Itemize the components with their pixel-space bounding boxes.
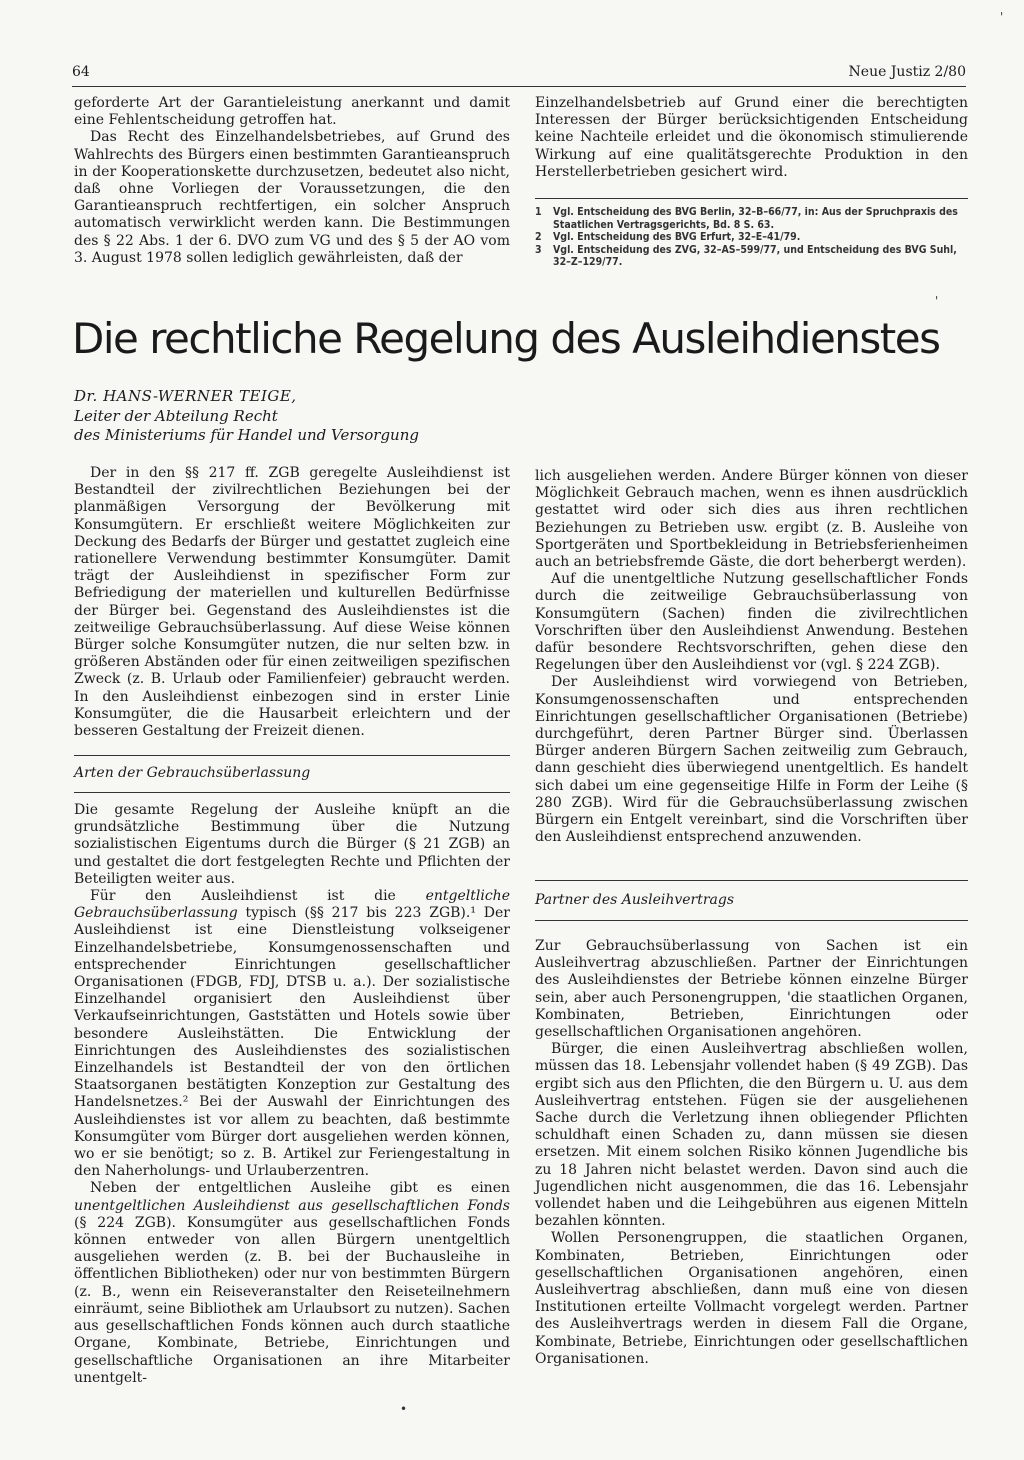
previous-article-right-column bbox=[535, 95, 968, 181]
footnote bbox=[535, 231, 968, 244]
article-right-column bbox=[535, 468, 968, 846]
paragraph: Auf die unentgeltliche Nutzung gesellschaftlicher Fonds durch die zeitweilige Gebrauchsüberlassung von Konsumgütern (Sachen) finden die zivilrechtlichen Vorschriften über den Ausleihdienst Anwendung. Bestehen dafür besondere Rechtsvorschriften, gehen diese den Regelungen über den Ausleihdienst vor (vgl. § 224 ZGB). bbox=[535, 571, 968, 674]
author-name: Dr. HANS-WERNER TEIGE, bbox=[74, 387, 297, 405]
author-ministry: des Ministeriums für Handel und Versorgung bbox=[74, 426, 419, 444]
margin-mark: ' bbox=[935, 294, 939, 308]
previous-article-left-column bbox=[74, 95, 510, 267]
section-rule bbox=[535, 920, 968, 921]
header-rule bbox=[72, 86, 966, 87]
paragraph: Der Ausleihdienst wird vorwiegend von Betrieben, Konsumgenossenschaften und entsprechenden Einrichtungen gesellschaftlicher Organisationen (Betriebe) durchgeführt, deren Partner Bürger sind. Überlassen Bürger anderen Bürgern Sachen zeitweilig zum Gebrauch, dann geschieht dies überwiegend unentgeltlich. Es handelt sich dabei um eine gegenseitige Hilfe in Form der Leihe (§ 280 ZGB). Wird für die Gebrauchsüberlassung zwischen Bürgern ein Entgelt vereinbart, sind die Vorschriften über den Ausleihdienst entsprechend anzuwenden. bbox=[535, 674, 968, 846]
footnote bbox=[535, 244, 968, 269]
text-run: Für den Ausleihdienst ist die bbox=[90, 888, 426, 905]
footnote-number: 3 bbox=[535, 243, 542, 256]
section-rule bbox=[535, 880, 968, 881]
article-title: Die rechtliche Regelung des Ausleihdienstes bbox=[72, 314, 940, 363]
footnote-text: Vgl. Entscheidung des BVG Erfurt, 32–E–41/79. bbox=[553, 231, 801, 244]
paragraph: geforderte Art der Garantieleistung anerkannt und damit eine Fehlentscheidung getroffen hat. bbox=[74, 95, 510, 129]
paragraph: Das Recht des Einzelhandelsbetriebes, auf Grund des Wahlrechts des Bürgers einen bestimmten Garantieanspruch in der Kooperationskette durchzusetzen, bedeutet also nicht, daß ohne Vorliegen der Voraussetzungen, die den Garantieanspruch rechtfertigen, ein solcher Anspruch automatisch verwirklicht werden kann. Die Bestimmungen des § 22 Abs. 1 der 6. DVO zum VG und des § 5 der AO vom 3. August 1978 sollen lediglich gewährleisten, daß der bbox=[74, 129, 510, 266]
section-rule bbox=[74, 755, 510, 756]
margin-mark: • bbox=[400, 1402, 408, 1416]
paragraph: Die gesamte Regelung der Ausleihe knüpft an die grundsätzliche Bestimmung über die Nutzung sozialistischen Eigentums durch die Bürger (§ 21 ZGB) an und gestaltet die dort festgelegten Rechte und Pflichten der Beteiligten weiter aus. bbox=[74, 802, 510, 887]
section-heading: Arten der Gebrauchsüberlassung bbox=[74, 765, 311, 781]
paragraph: Bürger, die einen Ausleihvertrag abschließen wollen, müssen das 18. Lebensjahr vollendet haben (§ 49 ZGB). Das ergibt sich aus den Pflichten, die den Bürgern u. U. aus dem Ausleihvertrag entstehen. Fügen sie der ausgeliehenen Sache durch die Verletzung ihnen obliegender Pflichten schuldhaft einen Schaden zu, dann müssen sie diesen ersetzen. Mit einem solchen Risiko können Jugendliche bis zu 18 Jahren nicht belastet werden. Davon sind auch die Jugendlichen nicht ausgenommen, die das 16. Lebensjahr vollendet haben und die Leihgebühren aus eigenen Mitteln bezahlen könnten. bbox=[535, 1041, 968, 1230]
author-position: Leiter der Abteilung Recht bbox=[74, 406, 278, 425]
footnote bbox=[535, 206, 968, 231]
text-run: Neben der entgeltlichen Ausleihe gibt es einen bbox=[90, 1180, 510, 1197]
emphasis: entgeltliche Gebrauchsüberlassung bbox=[74, 888, 510, 922]
page-header bbox=[72, 64, 966, 84]
paragraph: Wollen Personengruppen, die staatlichen Organen, Kombinaten, Betrieben, Einrichtungen oder gesellschaftlichen Organisationen angehören, einen Ausleihvertrag abschließen, dann muß eine von diesen Institutionen erteilte Vollmacht vorgelegt werden. Partner des Ausleihvertrags werden in diesem Fall die Organe, Kombinate, Betriebe, Einrichtungen oder gesellschaftlichen Organisationen. bbox=[535, 1230, 968, 1367]
margin-mark: ' bbox=[1000, 10, 1004, 24]
paragraph: Der in den §§ 217 ff. ZGB geregelte Ausleihdienst ist Bestandteil der zivilrechtlichen Beziehungen bei der planmäßigen Versorgung der Bevölkerung mit Konsumgütern. Er erschließt weitere Möglichkeiten zur Deckung des Bedarfs der Bürger und gestattet zugleich eine rationellere Verwendung bestimmter Konsumgüter. Damit trägt der Ausleihdienst in spezifischer Form zur Befriedigung der materiellen und kulturellen Bedürfnisse der Bürger bei. Gegenstand des Ausleihdienstes ist die zeitweilige Gebrauchsüberlassung. Auf diese Weise können Bürger solche Konsumgüter nutzen, die nur selten bzw. in größeren Abständen oder für einen zeitweiligen spezifischen Zweck (z. B. Urlaub oder Familienfeier) gebraucht werden. In den Ausleihdienst einbezogen sind in erster Linie Konsumgüter, die die Hausarbeit erleichtern und der besseren Gestaltung der Freizeit dienen. bbox=[74, 465, 510, 740]
author-block bbox=[74, 387, 574, 446]
footnote-text: Vgl. Entscheidung des BVG Berlin, 32–B–66/77, in: Aus der Spruchpraxis des Staatlichen Vertragsgerichts, Bd. 8 S. 63. bbox=[553, 206, 958, 231]
section-rule bbox=[74, 792, 510, 793]
page-number: 64 bbox=[72, 64, 90, 80]
footnotes bbox=[535, 206, 968, 269]
journal-issue: Neue Justiz 2/80 bbox=[848, 64, 966, 80]
footnote-number: 1 bbox=[535, 206, 542, 218]
paragraph bbox=[74, 1180, 510, 1386]
paragraph: Einzelhandelsbetrieb auf Grund einer die berechtigten Interessen der Bürger berücksichtigenden Entscheidung keine Nachteile erleidet und die ökonomisch stimulierende Wirkung auf eine qualitätsgerechte Produktion in den Herstellerbetrieben gesichert wird. bbox=[535, 95, 968, 180]
paragraph: Zur Gebrauchsüberlassung von Sachen ist ein Ausleihvertrag abzuschließen. Partner der Einrichtungen des Ausleihdienstes der Betriebe können einzelne Bürger sein, aber auch Personengruppen, 'die staatlichen Organen, Kombinaten, Betrieben, Einrichtungen oder gesellschaftlichen Organisationen angehören. bbox=[535, 938, 968, 1041]
text-run: (§ 224 ZGB). Konsumgüter aus gesellschaftlichen Fonds können entweder von allen Bürgern unentgeltlich ausgeliehen werden (z. B. bei der Buchausleihe in öffentlichen Bibliotheken) oder nur von bestimmten Bürgern (z. B., wenn ein Reiseveranstalter den Reiseteilnehmern einräumt, seine Bibliothek am Urlaubsort zu nutzen). Sachen aus gesellschaftlichen Fonds können auch durch staatliche Organe, Kombinate, Betriebe, Einrichtungen und gesellschaftliche Organisationen an ihre Mitarbeiter unentgelt- bbox=[74, 1214, 510, 1386]
article-left-intro bbox=[74, 465, 510, 740]
text-run: typisch (§§ 217 bis 223 ZGB).¹ Der Ausleihdienst ist eine Dienstleistung volkseigener Einzelhandelsbetriebe, Konsumgenossenschaften und entsprechender Einrichtungen gesellschaftlicher Organisationen (FDGB, FDJ, DTSB u. a.). Der sozialistische Einzelhandel organisiert den Ausleihdienst über Verkaufseinrichtungen, Gaststätten und Hotels sowie über besondere Ausleihstätten. Die Entwicklung der Einrichtungen des Ausleihdienstes des sozialistischen Einzelhandels ist Bestandteil der von den örtlichen Staatsorganen bestätigten Konzeption zur Gestaltung des Handelsnetzes.² Bei der Auswahl der Einrichtungen des Ausleihdienstes ist vor allem zu beachten, daß bestimmte Konsumgüter vom Bürger dort ausgeliehen werden können, wo er sie benötigt; so z. B. Artikel zur Feriengestaltung in den Naherholungs- und Urlauberzentren. bbox=[74, 905, 510, 1180]
paragraph: lich ausgeliehen werden. Andere Bürger können von dieser Möglichkeit Gebrauch machen, wenn es ihnen ausdrücklich gestattet wird oder sich dies aus ihren rechtlichen Beziehungen zu Betrieben usw. ergibt (z. B. Ausleihe von Sportgeräten und Sportbekleidung in Betriebsferienheimen auch an betriebsfremde Gäste, die dort beherbergt werden). bbox=[535, 468, 968, 571]
footnote-number: 2 bbox=[535, 231, 542, 244]
section-heading: Partner des Ausleihvertrags bbox=[535, 892, 735, 908]
footnote-rule bbox=[535, 198, 968, 199]
emphasis: unentgeltlichen Ausleihdienst aus gesellschaftlichen Fonds bbox=[74, 1197, 510, 1214]
footnote-text: Vgl. Entscheidung des ZVG, 32–AS–599/77, und Entscheidung des BVG Suhl, 32–Z–129/77. bbox=[553, 243, 957, 269]
article-left-section bbox=[74, 802, 510, 1387]
article-right-section bbox=[535, 938, 968, 1368]
paragraph bbox=[74, 888, 510, 1180]
